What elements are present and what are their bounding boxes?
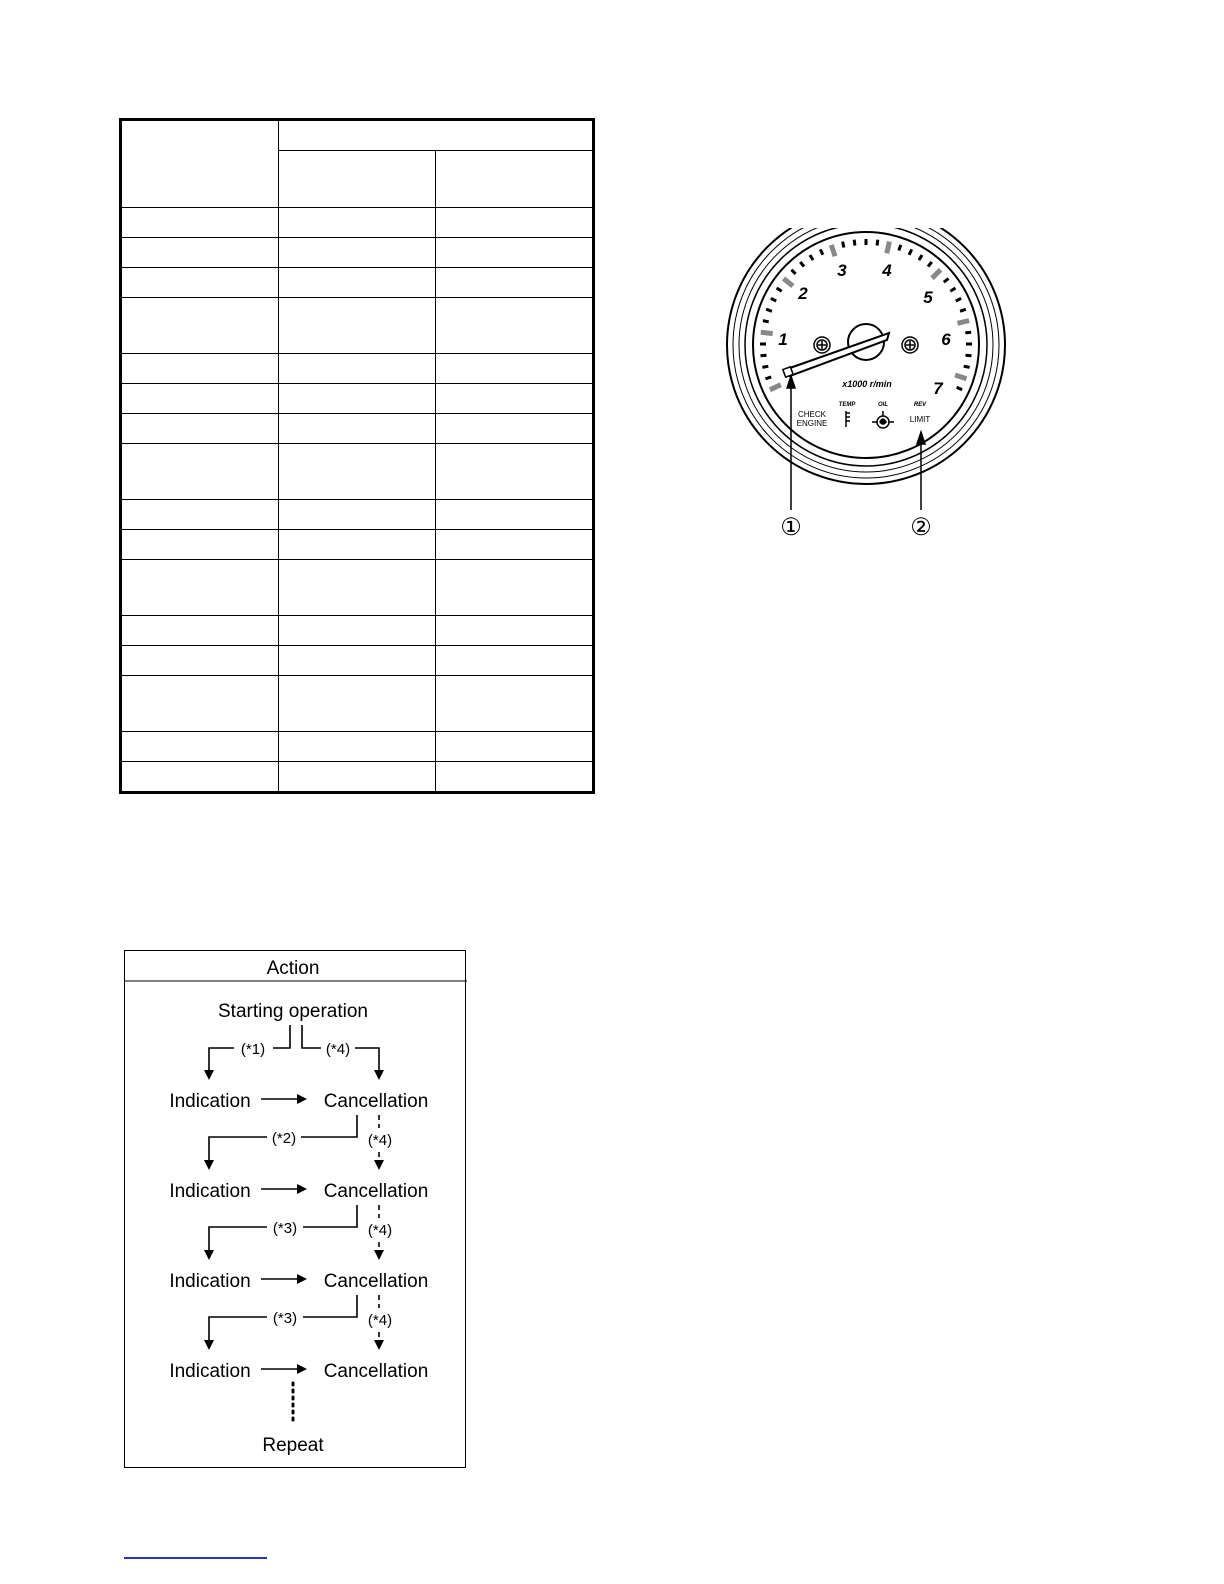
table-row — [121, 414, 594, 444]
scale-tick — [955, 375, 966, 379]
table-cell — [436, 444, 594, 500]
callout-2: ② — [910, 514, 932, 541]
cancellation-label: Cancellation — [323, 1181, 429, 1202]
callout-lines — [787, 376, 925, 510]
table-cell — [279, 530, 436, 560]
scale-tick — [966, 355, 972, 356]
scale-tick — [770, 385, 781, 390]
table-cell — [121, 616, 279, 646]
table-row — [121, 208, 594, 238]
table-cell — [121, 238, 279, 268]
scale-tick — [950, 288, 955, 291]
table-cell — [121, 732, 279, 762]
table-cell — [121, 444, 279, 500]
indication-label: Indication — [169, 1361, 251, 1382]
table-cell — [436, 616, 594, 646]
needle — [783, 324, 889, 377]
table-row — [121, 732, 594, 762]
scale-tick — [854, 240, 855, 246]
scale-tick — [761, 332, 773, 333]
scale-tick — [960, 309, 966, 311]
scale-tick — [766, 377, 772, 379]
note-label: (*2) — [271, 1130, 297, 1147]
table-row — [121, 616, 594, 646]
scale-number-2: 2 — [798, 284, 808, 303]
rev-label: REV — [913, 402, 927, 408]
table-cell — [121, 414, 279, 444]
scale-tick — [766, 309, 772, 311]
note-label: (*3) — [272, 1310, 298, 1327]
table-cell — [436, 208, 594, 238]
table-cell — [279, 762, 436, 793]
scale-tick — [771, 298, 776, 301]
scale-number-5: 5 — [923, 288, 933, 307]
scale-tick — [928, 262, 932, 267]
scale-tick — [877, 240, 878, 246]
cancellation-label: Cancellation — [323, 1271, 429, 1292]
scale-tick — [909, 249, 912, 254]
scale-tick — [932, 270, 941, 279]
action-flow-diagram — [124, 950, 466, 1468]
scale-tick — [810, 255, 813, 260]
scale-number-6: 6 — [941, 330, 951, 349]
scale-tick — [965, 332, 971, 333]
table-row — [121, 676, 594, 732]
note-label: (*4) — [367, 1312, 393, 1329]
flow-start: Starting operation — [218, 1001, 368, 1022]
table-cell — [121, 676, 279, 732]
tachometer-gauge — [722, 228, 1012, 548]
table-cell — [279, 560, 436, 616]
table-cell — [121, 560, 279, 616]
table-row — [121, 298, 594, 354]
callout-1: ① — [780, 514, 802, 541]
table-cell — [279, 238, 436, 268]
table-cell — [121, 530, 279, 560]
cancellation-label: Cancellation — [323, 1091, 429, 1112]
table-cell — [121, 268, 279, 298]
limit-label: LIMIT — [909, 415, 931, 424]
scale-tick — [820, 249, 823, 254]
scale-tick — [800, 262, 804, 267]
table-row — [121, 762, 594, 793]
scale-number-1: 1 — [778, 330, 788, 349]
scale-tick — [777, 288, 782, 291]
scale-tick — [843, 242, 844, 248]
indication-label: Indication — [169, 1091, 251, 1112]
table-cell — [436, 238, 594, 268]
table-cell — [279, 414, 436, 444]
table-cell — [121, 208, 279, 238]
blank-table — [119, 118, 595, 794]
scale-tick — [964, 366, 970, 367]
scale-tick — [761, 355, 767, 356]
table-row — [121, 268, 594, 298]
scale-tick — [919, 255, 922, 260]
scale-number-4: 4 — [882, 261, 892, 280]
screw-right-icon — [902, 337, 918, 353]
scale-tick — [791, 270, 795, 274]
table-cell — [436, 414, 594, 444]
table-row — [121, 560, 594, 616]
table-cell — [121, 646, 279, 676]
table-cell — [436, 384, 594, 414]
indication-label: Indication — [169, 1181, 251, 1202]
scale-tick — [956, 298, 961, 301]
table-cell — [279, 208, 436, 238]
cancellation-label: Cancellation — [323, 1361, 429, 1382]
table-cell — [279, 444, 436, 500]
table-cell — [436, 762, 594, 793]
table-cell — [279, 646, 436, 676]
repeat-label: Repeat — [262, 1435, 324, 1456]
note-label: (*4) — [367, 1132, 393, 1149]
oil-can-icon — [872, 411, 894, 428]
table-cell — [436, 560, 594, 616]
table-cell — [279, 676, 436, 732]
table-cell — [279, 268, 436, 298]
table-cell — [279, 151, 436, 208]
flow-header: Action — [266, 958, 320, 979]
table-cell — [436, 298, 594, 354]
oil-label: OIL — [878, 402, 888, 408]
screw-left-icon — [814, 337, 830, 353]
temp-label: TEMP — [838, 402, 856, 408]
table-cell — [436, 676, 594, 732]
table-row — [121, 238, 594, 268]
scale-number-7: 7 — [933, 379, 943, 398]
check-engine-label-line1: CHECK — [797, 410, 827, 419]
table-row — [121, 354, 594, 384]
scale-tick — [762, 366, 768, 367]
scale-tick — [957, 387, 963, 390]
scale-tick — [899, 245, 901, 251]
table-cell — [279, 354, 436, 384]
note-label: (*4) — [325, 1041, 351, 1058]
scale-tick — [831, 245, 835, 256]
table-cell — [121, 354, 279, 384]
table-cell — [279, 384, 436, 414]
scale-tick — [784, 279, 793, 287]
table-row — [121, 444, 594, 500]
table-cell — [121, 762, 279, 793]
table-cell — [436, 268, 594, 298]
rpm-unit-label: x1000 r/min — [842, 379, 892, 389]
note-label: (*3) — [272, 1220, 298, 1237]
table-row — [121, 384, 594, 414]
table-cell — [279, 500, 436, 530]
table-cell — [279, 120, 594, 151]
table-row — [121, 646, 594, 676]
table-cell — [436, 646, 594, 676]
table-cell — [436, 530, 594, 560]
table-cell — [121, 298, 279, 354]
table-cell — [436, 732, 594, 762]
note-label: (*1) — [240, 1041, 266, 1058]
table-cell — [121, 500, 279, 530]
table-cell — [436, 151, 594, 208]
note-label: (*4) — [367, 1222, 393, 1239]
thermometer-icon — [846, 411, 850, 427]
table-row — [121, 500, 594, 530]
scale-tick — [887, 242, 890, 254]
table-cell — [121, 384, 279, 414]
table-cell — [279, 616, 436, 646]
scale-number-3: 3 — [837, 261, 847, 280]
scale-tick — [958, 321, 970, 324]
scale-tick — [763, 321, 769, 322]
table-cell — [279, 298, 436, 354]
action-flow-svg — [125, 951, 467, 1469]
table-cell — [279, 732, 436, 762]
table-row — [121, 120, 594, 151]
indication-label: Indication — [169, 1271, 251, 1292]
scale-tick — [944, 279, 949, 283]
check-engine-label-line2: ENGINE — [796, 419, 828, 428]
table-row — [121, 530, 594, 560]
table-cell — [436, 354, 594, 384]
table-cell — [436, 500, 594, 530]
footer-rule — [124, 1557, 267, 1559]
table-cell — [121, 120, 279, 208]
